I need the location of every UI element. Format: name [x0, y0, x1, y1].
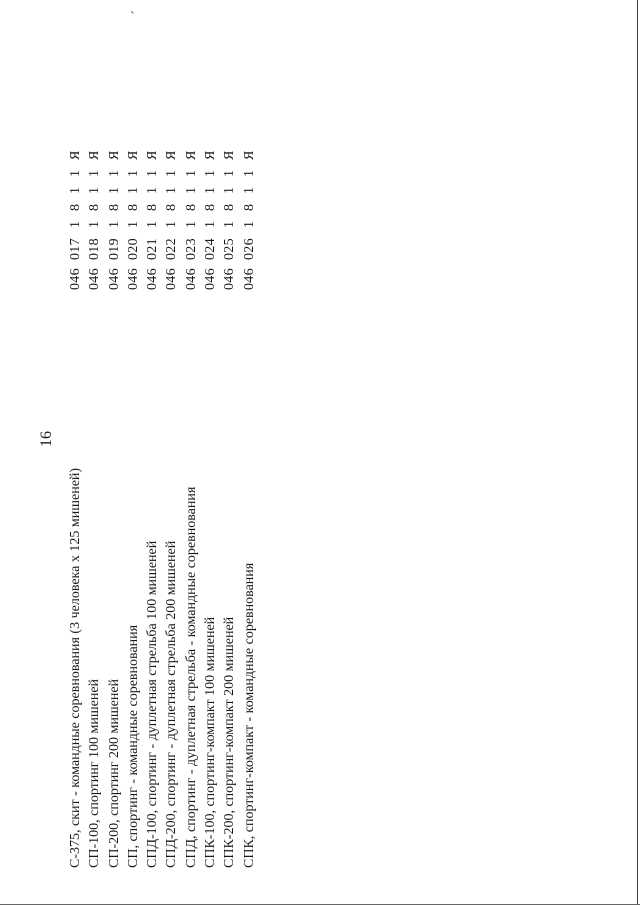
code-part: 022: [164, 238, 180, 260]
stray-mark: ˋ: [130, 10, 135, 25]
code-part: 8: [183, 203, 199, 211]
list-item: [240, 108, 259, 868]
code-part: 8: [203, 203, 219, 211]
code-part: 1: [125, 169, 141, 177]
code-part: 1: [183, 186, 199, 194]
list-item: [124, 108, 143, 868]
discipline-code: [66, 146, 85, 290]
code-part: 1: [203, 220, 219, 228]
code-part: 1: [203, 169, 219, 177]
code-part: 8: [164, 203, 180, 211]
code-part: 8: [222, 203, 238, 211]
code-part: Я: [125, 150, 141, 160]
code-part: 023: [183, 238, 199, 260]
code-part: 8: [241, 203, 257, 211]
code-part: 8: [145, 203, 161, 211]
code-part: 1: [87, 169, 103, 177]
discipline-name: СП-100, спортинг 100 мишеней: [87, 678, 103, 868]
code-part: 1: [106, 169, 122, 177]
discipline-code: [220, 146, 239, 290]
code-part: Я: [183, 150, 199, 160]
code-part: 1: [68, 186, 83, 194]
code-part: 1: [241, 186, 257, 194]
list-item: [182, 108, 201, 868]
list-item: [105, 108, 124, 868]
code-part: 1: [241, 169, 257, 177]
discipline-name: СП, спортинг - командные соревнования: [125, 624, 141, 868]
code-part: 046: [125, 268, 141, 290]
code-part: 1: [145, 169, 161, 177]
code-part: 1: [125, 220, 141, 228]
list-item: [201, 108, 220, 868]
code-part: 1: [145, 220, 161, 228]
code-part: 046: [203, 268, 219, 290]
list-item: [162, 108, 181, 868]
list-item: [85, 108, 104, 868]
discipline-name: СПК-100, спортинг-компакт 100 мишеней: [203, 616, 219, 868]
code-part: 1: [68, 169, 83, 177]
code-part: 025: [222, 238, 238, 260]
discipline-name: С-375, скит - командные соревнования (3 человека х 125 мишеней): [68, 467, 83, 868]
code-part: 019: [106, 238, 122, 260]
page-number: 16: [38, 431, 55, 447]
code-part: 046: [241, 268, 257, 290]
list-item: [66, 108, 85, 868]
code-part: 1: [87, 220, 103, 228]
discipline-name: СПД-100, спортинг - дуплетная стрельба 100 мишеней: [145, 540, 161, 868]
code-part: 8: [87, 203, 103, 211]
code-part: 1: [87, 186, 103, 194]
code-part: 020: [125, 238, 141, 260]
code-part: 017: [68, 238, 83, 260]
list-item: [220, 108, 239, 868]
code-part: 046: [164, 268, 180, 290]
code-part: 1: [125, 186, 141, 194]
code-part: 046: [106, 268, 122, 290]
list-item: [143, 108, 162, 868]
code-part: 1: [68, 220, 83, 228]
code-part: 021: [145, 238, 161, 260]
discipline-code: [182, 146, 201, 290]
code-part: 1: [183, 220, 199, 228]
code-part: 1: [106, 186, 122, 194]
code-part: Я: [241, 150, 257, 160]
code-part: 1: [164, 220, 180, 228]
right-border-line: [637, 0, 638, 905]
code-part: 046: [87, 268, 103, 290]
discipline-code: [105, 146, 124, 290]
code-part: 1: [183, 169, 199, 177]
code-part: 8: [106, 203, 122, 211]
code-part: 1: [222, 220, 238, 228]
discipline-code: [240, 146, 259, 290]
discipline-code: [201, 146, 220, 290]
code-part: 8: [125, 203, 141, 211]
code-part: 018: [87, 238, 103, 260]
discipline-code: [162, 146, 181, 290]
code-part: 1: [164, 169, 180, 177]
code-part: 026: [241, 238, 257, 260]
code-part: Я: [87, 150, 103, 160]
code-part: 1: [203, 186, 219, 194]
code-part: Я: [203, 150, 219, 160]
code-part: 8: [68, 203, 83, 211]
discipline-code: [143, 146, 162, 290]
code-part: 046: [183, 268, 199, 290]
code-part: 1: [222, 169, 238, 177]
discipline-name: СПК, спортинг-компакт - командные соревнования: [241, 562, 257, 868]
discipline-code: [85, 146, 104, 290]
code-part: 046: [68, 268, 83, 290]
code-part: Я: [164, 150, 180, 160]
code-part: 1: [164, 186, 180, 194]
code-part: 046: [222, 268, 238, 290]
discipline-name: СПД-200, спортинг - дуплетная стрельба 200 мишеней: [164, 540, 180, 868]
code-part: 024: [203, 238, 219, 260]
code-part: 1: [241, 220, 257, 228]
code-part: 1: [106, 220, 122, 228]
code-part: Я: [145, 150, 161, 160]
code-part: Я: [68, 150, 83, 160]
discipline-list: [66, 108, 266, 868]
code-part: Я: [222, 150, 238, 160]
discipline-name: СПД, спортинг - дуплетная стрельба - командные соревнования: [183, 486, 199, 868]
code-part: 1: [145, 186, 161, 194]
discipline-name: СП-200, спортинг 200 мишеней: [106, 678, 122, 868]
code-part: 046: [145, 268, 161, 290]
discipline-code: [124, 146, 143, 290]
discipline-name: СПК-200, спортинг-компакт 200 мишеней: [222, 616, 238, 868]
code-part: Я: [106, 150, 122, 160]
code-part: 1: [222, 186, 238, 194]
